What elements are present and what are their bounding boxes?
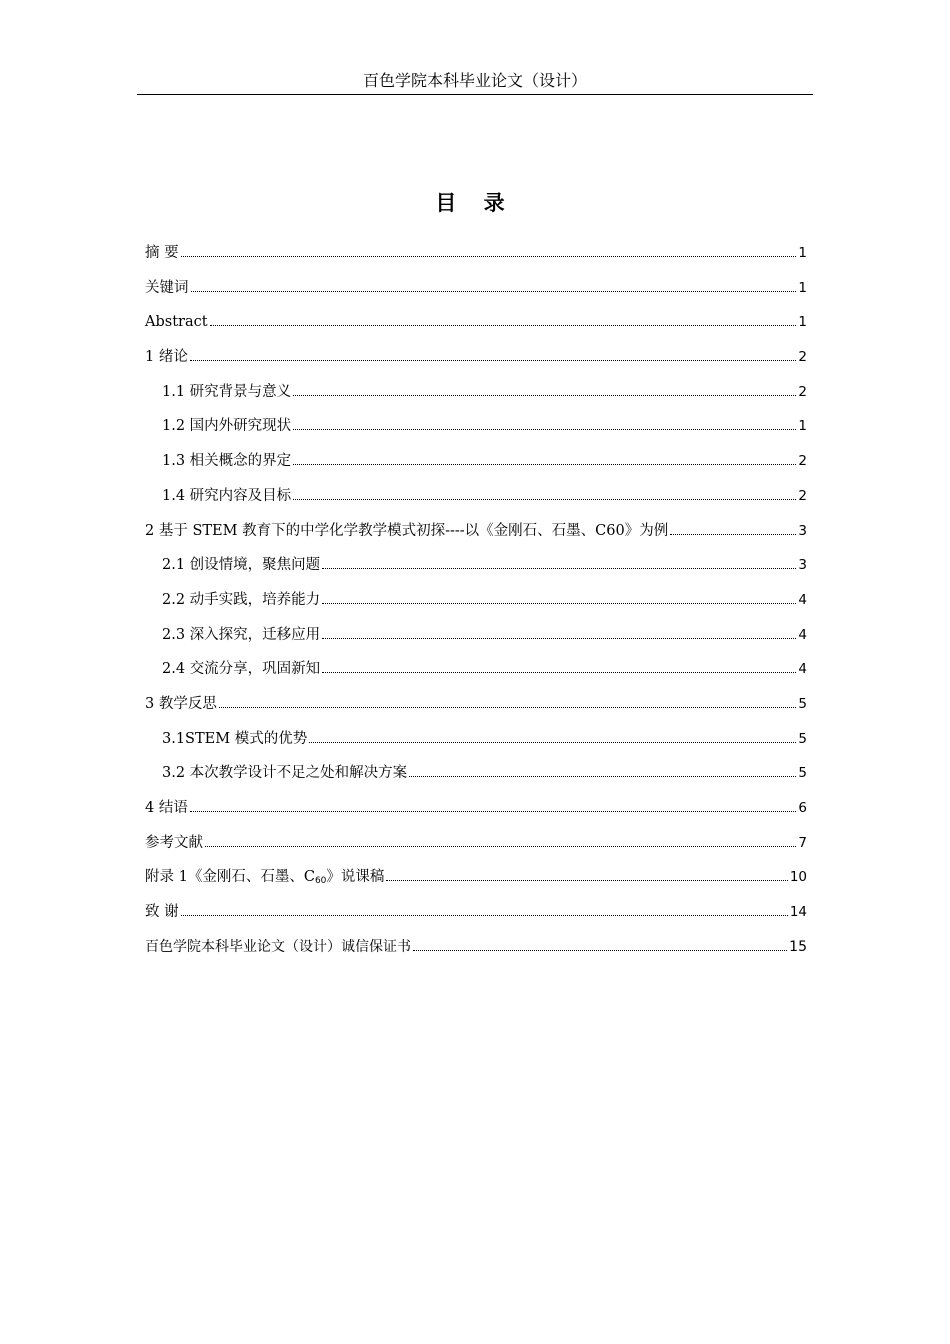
toc-entry-page: 6 <box>798 800 807 816</box>
toc-entry-page: 14 <box>789 904 807 921</box>
toc-entry-section-3-2[interactable] <box>145 761 807 796</box>
toc-title: 目 录 <box>435 191 515 215</box>
toc-entry-acknowledgements[interactable] <box>145 900 807 935</box>
toc-entry-keywords[interactable] <box>145 276 807 311</box>
toc-entry-references[interactable] <box>145 831 807 866</box>
toc-entry-page: 1 <box>798 245 807 261</box>
toc-entry-page: 4 <box>798 661 807 678</box>
toc-entry-section-1-1[interactable] <box>145 380 807 415</box>
toc-entry-abstract-en[interactable] <box>145 310 807 345</box>
toc-entry-page: 5 <box>798 765 807 782</box>
toc-entry-label: 参考文献 <box>145 834 203 851</box>
toc-entry-abstract-cn[interactable] <box>145 241 807 276</box>
toc-entry-label: Abstract <box>145 314 208 331</box>
toc-leader-dots <box>181 256 797 257</box>
toc-entry-page: 10 <box>789 869 807 886</box>
toc-entry-page: 1 <box>798 314 807 331</box>
toc-leader-dots <box>205 846 796 847</box>
toc-entry-chapter-1[interactable] <box>145 345 807 380</box>
toc-leader-dots <box>309 742 796 743</box>
toc-entry-label: 4 结语 <box>145 800 188 816</box>
toc-leader-dots <box>219 707 797 708</box>
toc-leader-dots <box>293 499 796 500</box>
toc-entry-section-1-2[interactable] <box>145 414 807 449</box>
toc-entry-chapter-3[interactable] <box>145 692 807 727</box>
toc-leader-dots <box>386 880 787 881</box>
toc-entry-page: 4 <box>798 591 807 608</box>
toc-entry-page: 15 <box>789 938 807 955</box>
toc-leader-dots <box>293 464 796 465</box>
toc-entry-label: 2.2 动手实践，培养能力 <box>162 591 321 608</box>
toc-entry-label: 1.2 国内外研究现状 <box>162 418 292 435</box>
toc-entry-label: 致 谢 <box>145 904 179 921</box>
toc-entry-page: 2 <box>798 453 807 470</box>
toc-entry-label: 1 绪论 <box>145 349 188 366</box>
toc-leader-dots <box>322 672 796 673</box>
toc-entry-label: 1.3 相关概念的界定 <box>162 453 292 470</box>
toc-entry-label: 关键词 <box>145 279 189 296</box>
toc-entry-page: 1 <box>798 279 807 296</box>
toc-entry-label: 3.2 本次教学设计不足之处和解决方案 <box>162 765 408 782</box>
toc-entry-label-prefix: 附录 1《金刚石、石墨、C <box>145 869 315 886</box>
toc-entry-chapter-4[interactable] <box>145 796 807 831</box>
toc-leader-dots <box>293 429 796 430</box>
toc-leader-dots <box>190 811 797 812</box>
toc-entry-label: 摘 要 <box>145 245 179 261</box>
page-header <box>137 70 813 95</box>
toc-entry-page: 7 <box>798 834 807 851</box>
toc-entry-section-2-2[interactable] <box>145 588 807 623</box>
toc-entry-page: 2 <box>798 349 807 366</box>
toc-entry-label: 2.3 深入探究，迁移应用 <box>162 626 321 643</box>
toc-entry-label: 1.1 研究背景与意义 <box>162 383 292 400</box>
toc-leader-dots <box>413 950 787 951</box>
toc-entry-section-1-3[interactable] <box>145 449 807 484</box>
toc-leader-dots <box>181 915 788 916</box>
toc-entry-label: 2 基于 STEM 教育下的中学化学教学模式初探----以《金刚石、石墨、C60》为例 <box>145 522 669 539</box>
toc-entry-label: 2.4 交流分享，巩固新知 <box>162 661 321 678</box>
toc-entry-section-3-1[interactable] <box>145 727 807 762</box>
toc-entry-appendix-1[interactable] <box>145 865 807 900</box>
table-of-contents <box>145 241 807 969</box>
toc-leader-dots <box>191 291 797 292</box>
toc-entry-chapter-2[interactable] <box>145 519 807 554</box>
toc-entry-label: 1.4 研究内容及目标 <box>162 487 292 504</box>
toc-entry-page: 3 <box>798 522 807 539</box>
toc-leader-dots <box>322 638 796 639</box>
toc-leader-dots <box>322 603 796 604</box>
toc-entry-page: 2 <box>798 487 807 504</box>
toc-entry-page: 5 <box>798 695 807 712</box>
toc-entry-page: 3 <box>798 557 807 574</box>
toc-entry-label: 百色学院本科毕业论文（设计）诚信保证书 <box>145 938 411 955</box>
toc-entry-label-suffix: 》说课稿 <box>326 869 385 886</box>
toc-leader-dots <box>190 360 797 361</box>
toc-entry-label: 2.1 创设情境，聚焦问题 <box>162 557 321 574</box>
toc-entry-section-2-4[interactable] <box>145 657 807 692</box>
toc-leader-dots <box>293 395 796 396</box>
toc-entry-label <box>145 865 384 893</box>
toc-entry-section-1-4[interactable] <box>145 484 807 519</box>
toc-entry-label: 3.1STEM 模式的优势 <box>162 730 308 747</box>
toc-entry-page: 5 <box>798 730 807 747</box>
toc-leader-dots <box>670 534 796 535</box>
toc-leader-dots <box>322 568 796 569</box>
toc-entry-page: 2 <box>798 383 807 400</box>
header-title: 百色学院本科毕业论文（设计） <box>362 71 587 90</box>
toc-leader-dots <box>409 776 796 777</box>
toc-entry-label: 3 教学反思 <box>145 695 217 712</box>
toc-entry-page: 4 <box>798 626 807 643</box>
toc-leader-dots <box>210 325 797 326</box>
toc-entry-integrity-pledge[interactable] <box>145 935 807 970</box>
toc-entry-page: 1 <box>798 418 807 435</box>
toc-entry-section-2-3[interactable] <box>145 623 807 658</box>
toc-entry-label-subscript: 60 <box>314 876 327 887</box>
toc-entry-section-2-1[interactable] <box>145 553 807 588</box>
